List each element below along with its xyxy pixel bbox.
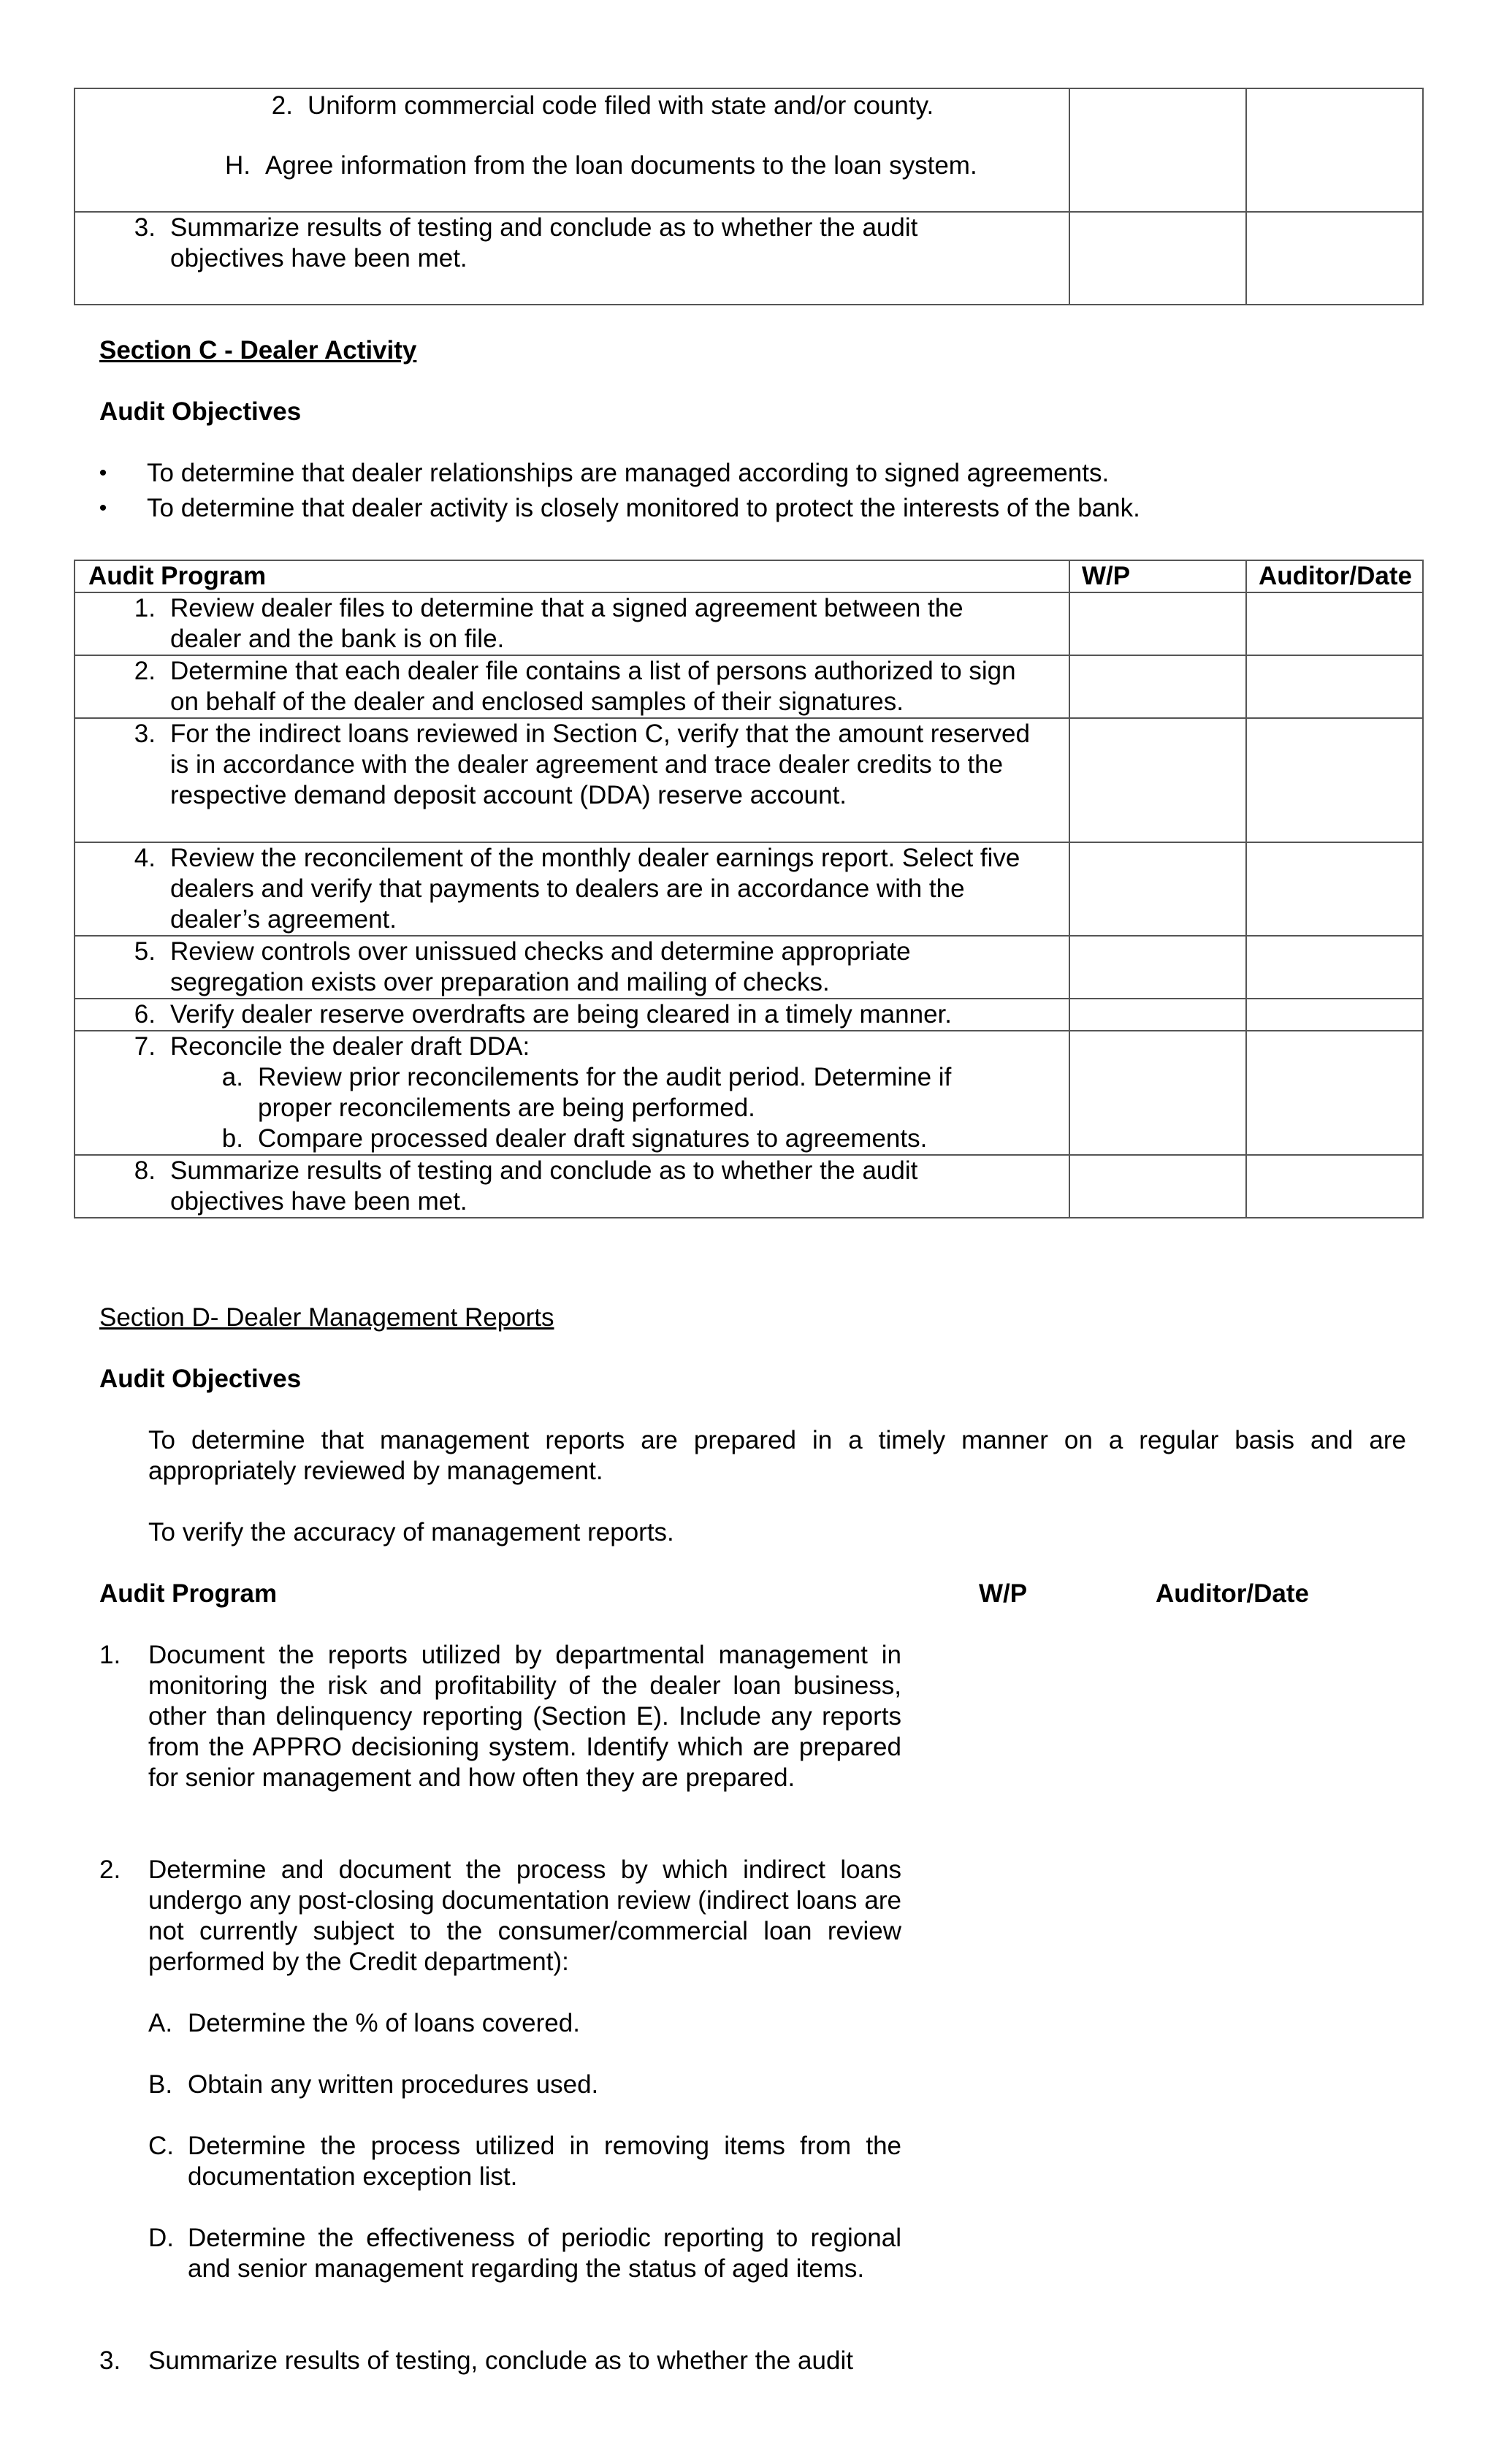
list-item [75,656,1069,717]
program-cell [75,1031,1069,1155]
auditor-date-cell [1246,1155,1423,1218]
item-number: 1. [99,1641,121,1669]
section-c-title: Section C - Dealer Activity [99,336,417,365]
list-item [99,1640,901,1793]
auditor-date-cell [1246,842,1423,936]
bullet-text: To determine that dealer activity is closely monitored to protect the interests of the bank. [147,494,1140,522]
item-text: Summarize results of testing and conclude as to whether the audit objectives have been met. [170,1156,918,1216]
item-number: 3. [134,213,156,242]
bullet-item [99,458,1414,489]
sub-item-letter: D. [148,2224,174,2252]
column-header-wp: W/P [1069,560,1246,592]
list-item [75,150,1069,181]
table-row [75,999,1423,1031]
list-item [99,2346,901,2376]
bullet-glyph: • [99,461,107,485]
item-text: Summarize results of testing and conclude as to whether the audit objectives have been met. [170,213,918,272]
sub-item-letter: a. [221,1063,243,1091]
item-text: Determine that each dealer file contains a list of persons authorized to sign on behalf of the dealer and enclosed samples of their signatures. [170,657,1016,716]
wp-cell [1069,1031,1246,1155]
item-text: Review the reconcilement of the monthly dealer earnings report. Select five dealers and verify that payments to dealers are in accordance with the dealer’s agreement. [170,844,1020,934]
list-item [75,593,1069,655]
auditor-date-cell [1246,212,1423,305]
item-number: 4. [134,844,156,872]
list-item [75,213,1069,274]
sub-list-item [148,2070,901,2100]
program-cell [75,1155,1069,1218]
list-item [75,999,1069,1030]
program-cell [75,212,1069,305]
program-cell [75,655,1069,718]
program-cell [75,842,1069,936]
bullet-glyph: • [99,496,107,520]
sub-item-letter: A. [148,2009,173,2037]
program-cell [75,936,1069,999]
item-text: Summarize results of testing, conclude as to whether the audit [148,2346,853,2375]
table-row [75,718,1423,842]
item-text: Document the reports utilized by departmental management in monitoring the risk and profitability of the dealer loan business, other than delinquency reporting (Section E). Include any reports from the APPRO decisioning system. Identify which are prepared for senior management and how often they are prepared. [148,1641,901,1792]
sub-item-text: Determine the % of loans covered. [188,2009,580,2037]
wp-cell [1069,936,1246,999]
sub-list-item [75,1062,1069,1124]
continued-audit-table [74,88,1424,305]
section-d-wp-heading: W/P [979,1579,1028,1608]
sub-item-text: Compare processed dealer draft signatures to agreements. [258,1124,928,1153]
item-number: 3. [134,720,156,748]
table-header-row [75,560,1423,592]
table-row [75,212,1423,305]
table-row [75,655,1423,718]
sub-item-text: Determine the effectiveness of periodic reporting to regional and senior management regarding the status of aged items. [188,2224,901,2283]
program-cell [75,718,1069,842]
sub-item-letter: B. [148,2070,173,2099]
auditor-date-cell [1246,88,1423,212]
sub-list-item [148,2131,901,2192]
item-number: 8. [134,1156,156,1185]
list-item [75,1156,1069,1217]
program-cell [75,88,1069,212]
dealer-activity-table [74,560,1424,1218]
table-row [75,842,1423,936]
sub-list-item [148,2008,901,2039]
sub-item-text: Determine the process utilized in removing items from the documentation exception list. [188,2132,901,2191]
item-number: 6. [134,1000,156,1029]
item-text: Review dealer files to determine that a signed agreement between the dealer and the bank is on file. [170,594,963,653]
wp-cell [1069,718,1246,842]
table-row [75,1155,1423,1218]
wp-cell [1069,1155,1246,1218]
sub-list-item [75,1124,1069,1154]
auditor-date-cell [1246,1031,1423,1155]
sub-item-text: Obtain any written procedures used. [188,2070,599,2099]
item-text: For the indirect loans reviewed in Section C, verify that the amount reserved is in accordance with the dealer agreement and trace dealer credits to the respective demand deposit account (DDA) reserve account. [170,720,1030,809]
item-number: 2. [99,1855,121,1884]
wp-cell [1069,212,1246,305]
sub-list-item [148,2223,901,2284]
sub-item-letter: C. [148,2132,174,2160]
sub-item-text: Review prior reconcilements for the audit period. Determine if proper reconcilements are being performed. [258,1063,952,1122]
section-d-auditor-date-heading: Auditor/Date [1156,1579,1309,1608]
item-text: Verify dealer reserve overdrafts are being cleared in a timely manner. [170,1000,952,1029]
item-number: H. [225,151,251,180]
wp-cell [1069,88,1246,212]
section-d-objectives-heading: Audit Objectives [99,1365,302,1393]
item-text: Review controls over unissued checks and determine appropriate segregation exists over preparation and mailing of checks. [170,937,911,996]
wp-cell [1069,592,1246,655]
auditor-date-cell [1246,718,1423,842]
wp-cell [1069,842,1246,936]
section-d-objective-1: To determine that management reports are prepared in a timely manner on a regular basis and are appropriately reviewed by management. [148,1426,1406,1485]
list-item [75,91,1069,121]
section-c-objectives-list [99,458,1414,524]
program-cell [75,999,1069,1031]
sub-item-letter: b. [221,1124,243,1153]
list-item [75,1031,1069,1062]
item-number: 2. [134,657,156,685]
section-d-objective-2: To verify the accuracy of management reports. [148,1518,674,1546]
item-number: 3. [99,2346,121,2375]
column-header-auditor-date: Auditor/Date [1246,560,1423,592]
auditor-date-cell [1246,592,1423,655]
auditor-date-cell [1246,936,1423,999]
auditor-date-cell [1246,999,1423,1031]
bullet-item [99,493,1414,524]
table-row [75,88,1423,212]
item-number: 7. [134,1032,156,1061]
wp-cell [1069,655,1246,718]
item-number: 5. [134,937,156,966]
list-item [99,1855,901,1977]
item-text: Uniform commercial code filed with state and/or county. [308,91,934,120]
item-number: 2. [271,91,293,120]
list-item [75,843,1069,935]
wp-cell [1069,999,1246,1031]
bullet-text: To determine that dealer relationships are managed according to signed agreements. [147,459,1110,487]
list-item [75,937,1069,998]
section-d-title: Section D- Dealer Management Reports [99,1303,554,1332]
table-row [75,936,1423,999]
item-text: Determine and document the process by which indirect loans undergo any post-closing documentation review (indirect loans are not currently subject to the consumer/commercial loan review performed by the Credit department): [148,1855,901,1976]
column-header-audit-program: Audit Program [75,560,1069,592]
item-number: 1. [134,594,156,622]
item-text: Reconcile the dealer draft DDA: [170,1032,530,1061]
item-text: Agree information from the loan documents to the loan system. [265,151,977,180]
table-row [75,1031,1423,1155]
section-d-program-heading: Audit Program [99,1579,278,1608]
table-row [75,592,1423,655]
section-c-objectives-heading: Audit Objectives [99,397,302,426]
auditor-date-cell [1246,655,1423,718]
program-cell [75,592,1069,655]
list-item [75,719,1069,811]
